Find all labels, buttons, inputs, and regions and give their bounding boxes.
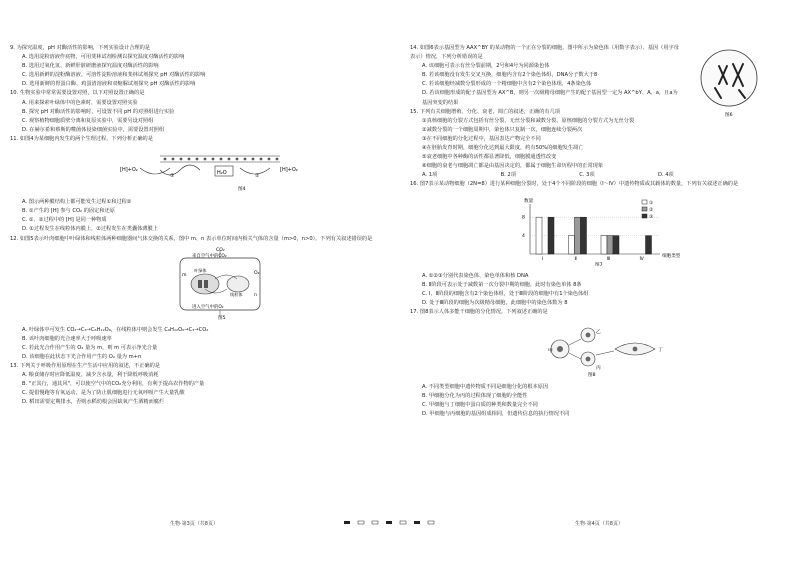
option-c: C. 提倡慢跑等有氧运动，是为了防止肌细胞进行无氧呼吸产生大量乳酸 [22, 390, 185, 397]
options-row [422, 171, 784, 180]
label-m: m [182, 272, 187, 278]
label-mitochondrion: 线粒体 [230, 291, 243, 297]
statement-item: ⑥细胞的衰老与细胞凋亡都是由基因决定的，都属于细胞生命历程中的正常现象 [422, 163, 604, 170]
figure-caption: 图6 [725, 113, 733, 118]
question-stem: 14. 如图6表示基因型为 AAX^BY 的某动物的一个正在分裂的细胞，图中所示为染色体（用数字表示）、基因（用字母表示）情况，下列分析错误的是 [410, 45, 679, 61]
question-13 [10, 362, 380, 407]
option-b: B. "正其行，通其风"，可以使空气中的CO₂充分利用，有利于提高农作物的产量 [22, 381, 205, 388]
option-b: B. 2项 [500, 172, 516, 179]
statement-item: ③在不同细胞的分化过程中，基因表达产物完全不同 [422, 135, 541, 142]
bar [575, 217, 581, 254]
statement-item: ②减数分裂的一个细胞周期中，染色体只复制一次，细胞连续分裂两次 [422, 126, 583, 133]
question-10 [10, 89, 380, 134]
option-a: A. 不同类型细胞中遗传物质不同是细胞分化的根本原因 [422, 384, 549, 391]
left-column [10, 44, 380, 408]
membrane-diagram [10, 146, 380, 192]
x-axis-label: 细胞类型 [662, 253, 681, 259]
label-yi: 乙 [596, 330, 601, 336]
legend-swatch [642, 207, 647, 211]
label-air-co2: 来自空气中的CO₂ [192, 253, 227, 259]
option-d: D. 该细胞在此状态下光合作用产生的 O₂ 量为 m+n [22, 353, 142, 360]
label-out-o2: 进入空气中的O₂ [192, 304, 224, 310]
figure-6-cell [695, 46, 765, 118]
option-a: A. 选用淀粉溶液作底物，可用斐林试剂检测以探究温度对酶活性的影响 [22, 54, 185, 61]
option-c: C. 若该细胞经减数分裂形成的一个精细胞中含有2个染色体组，4条染色体 [422, 81, 592, 88]
bar [581, 217, 587, 254]
option-b: B. 若该细胞没有发生交叉互换，细胞内含有2个染色体组，DNA分子数大于8 [422, 72, 598, 79]
bar [601, 235, 607, 253]
option-a: A. ①②③分别代表染色体、染色单体和核 DNA [422, 272, 529, 279]
legend-label: ② [649, 207, 654, 213]
legend-label: ① [649, 200, 654, 206]
question-stem: 9. 为探究温度、pH 对酶活性的影响，下列实验设计合理的是 [10, 45, 150, 51]
option-a: A. 用来探索叶绿体中的色素时，需要设置对照实验 [22, 99, 138, 106]
bar [569, 235, 575, 253]
figure-caption: 图4 [238, 187, 246, 193]
label-n: n [254, 292, 257, 298]
figure-7 [410, 192, 784, 270]
label-h-o2-left: [H]+O₂ [120, 167, 138, 174]
question-stem: 11. 如图4为某细胞内发生的两个生理过程，下列分析正确的是 [10, 135, 153, 142]
label-process-2: ② [255, 173, 260, 180]
option-d: D. 4项 [657, 172, 674, 179]
bar [607, 235, 613, 253]
option-d: D. ①过程发生在线粒体内膜上，②过程发生在类囊体薄膜上 [22, 226, 158, 233]
option-a: A. 粮食储存时应降低温度、减少含水量，利于降低呼吸消耗 [22, 372, 159, 379]
option-a: A. 叶绿体中可发生 CO₂→C₃→C₆H₁₂O₆，在线粒体中则会发生 C₆H₁₂O₆→C₃→CO₂ [22, 326, 209, 333]
x-tick-label: Ⅳ [639, 256, 644, 262]
option-d: D. 处于Ⅲ阶段的细胞为次级精母细胞，此细胞中的染色体数为 8 [422, 299, 568, 306]
question-stem: 16. 图7表示某动物细胞（2N=8）进行某种细胞分裂时，处于4个不同阶段的细胞（Ⅰ～Ⅳ）中遗传物质或其载体的数量，下列有关叙述正确的是 [410, 181, 739, 188]
option-c: C. 若此光合作用产生的 O₂ 量为 m，则 m 可表示净光合量 [22, 344, 158, 351]
label-ding: 丁 [658, 348, 663, 354]
figure-caption: 图5 [218, 315, 226, 320]
question-16 [410, 180, 784, 308]
question-12 [10, 235, 380, 363]
option-d: D. 若该细胞形成的配子基因型为 AX^B，则另一次级精母细胞产生的配子基因型一定为 AX^bY、A、a，且a为基因突变的结果 [422, 90, 678, 106]
option-b: B. ①产生的 [H] 参与 CO₂ 的固定和还原 [22, 208, 115, 215]
y-axis-label: 数量 [524, 198, 534, 204]
page-footer-right: 生物·第4页（共8页） [575, 521, 623, 527]
y-tick-label: 8 [522, 215, 525, 221]
option-b: B. 选用过氧化氢、新鲜肝脏研磨液探究温度对酶活性的影响 [22, 63, 159, 70]
question-stem: 12. 如图5表示叶肉细胞中叶绿体和线粒体两种细胞器间气体交换的关系，图中 m、n 表示单位时间内相关气体的含量（m>0，n>0）。下列有关叙述错误的是 [10, 235, 373, 242]
statement-item: ⑤衰老细胞中各种酶的活性都显著降低，细胞膜通透性改变 [422, 154, 557, 161]
question-9 [10, 44, 380, 89]
question-stem: 13. 下列关于呼吸作用原理在生产生活中应用的叙述，不正确的是 [10, 363, 160, 370]
legend-label: ③ [649, 214, 654, 220]
label-h-o2-right: [H]+O₂ [280, 167, 298, 174]
right-column [410, 44, 784, 420]
option-c: C. 选用新鲜的淀粉酶溶液、可溶性淀粉溶液和斐林试剂探究 pH 对酶活性的影响 [22, 72, 206, 79]
option-a: A. 1项 [422, 172, 438, 179]
label-o2: O₂ [254, 270, 260, 276]
option-a: A. 图示两种膜结构上都可能发生过程①和过程② [22, 199, 132, 206]
legend-swatch [642, 200, 647, 204]
label-chloroplast: 叶绿体 [194, 267, 207, 273]
figure-4 [10, 146, 380, 196]
question-11 [10, 135, 380, 235]
x-tick-label: Ⅲ [607, 256, 611, 262]
option-c: C. 甲细胞与丁细胞中蛋白质的种类和数量完全不同 [422, 402, 538, 409]
label-jia: 甲 [548, 349, 553, 355]
option-a: A. 该细胞可表示有丝分裂前期，2号和4号为同源染色体 [422, 63, 550, 70]
figure-caption: 图7 [595, 262, 603, 266]
statement-item: ①真核细胞的分裂方式包括有丝分裂、无丝分裂和减数分裂，原核细胞的分裂方式为无丝分裂 [422, 117, 635, 124]
option-b: B. 甲细胞分化为丙的过程体现了细胞的全能性 [422, 393, 528, 400]
x-tick-label: Ⅰ [542, 256, 544, 262]
stem-cell-diagram [410, 319, 784, 377]
question-17 [410, 308, 784, 420]
page-footer-left: 生物·第3页（共8页） [170, 521, 218, 527]
figure-5 [10, 246, 380, 324]
option-c: C. 3项 [579, 172, 595, 179]
option-d: D. 选用新鲜的胃蛋白酶、鸡蛋清溶液和双缩脲试剂探究 pH 对酶活性的影响 [22, 81, 196, 88]
option-d: D. 在赫尔希和蔡斯的噬菌体侵染细菌实验中，需要设置对照组 [22, 126, 165, 133]
y-tick-label: 4 [522, 233, 525, 239]
figure-caption: 图8 [588, 373, 596, 378]
cell-gas-exchange-diagram [10, 246, 380, 320]
option-c: C. ①、②过程中的 [H] 是同一种物质 [22, 217, 107, 224]
x-tick-label: Ⅱ [574, 256, 577, 262]
label-co2-top: CO₂ [216, 247, 225, 253]
question-stem: 15. 下列有关细胞增殖、分化、衰老、凋亡的叙述，正确的有几项 [410, 108, 560, 115]
option-d: D. 稻田需要定期排水，否则水稻幼根会因缺氧产生酒精而腐烂 [22, 399, 165, 406]
figure-8 [410, 319, 784, 381]
bar [536, 217, 542, 254]
bar [548, 217, 554, 254]
statement-item: ④在胚胎发育时期，细胞分化达到最大限度，约有50%的细胞发生凋亡 [422, 145, 584, 152]
option-c: C. Ⅰ、Ⅱ阶段的细胞含有2个染色体组，处于Ⅲ阶段的细胞中有1个染色体组 [422, 290, 589, 297]
label-bing: 丙 [596, 366, 601, 372]
bar-chart [410, 192, 784, 266]
legend-swatch [642, 214, 647, 218]
label-process-1: ① [170, 173, 175, 180]
option-b: B. 探究 pH 对酶活性的影响时，可设置不同 pH 的对照组进行实验 [22, 108, 175, 115]
option-b: B. 该叶肉细胞的光合速率大于呼吸速率 [22, 335, 112, 342]
option-c: C. 观察植物细胞质壁分离和复原实验中，需要另设对照组 [22, 117, 154, 124]
bar [646, 235, 652, 253]
option-d: D. 甲细胞与丙细胞的基因组成相同，但遗传信息的执行情况不同 [422, 411, 570, 418]
label-h2o: H₂O [217, 170, 227, 177]
center-marks [340, 519, 440, 527]
question-15 [410, 108, 784, 181]
question-stem: 10. 生物实验中常常需要设置对照，以下对照设置正确的是 [10, 90, 145, 97]
option-b: B. Ⅱ阶段可表示处于减数第一次分裂中期的细胞，此时有染色单体 8条 [422, 281, 582, 288]
question-stem: 17. 图8表示人体多能干细胞的分化情况，下列叙述正确的是 [410, 308, 548, 315]
bar [613, 235, 619, 253]
